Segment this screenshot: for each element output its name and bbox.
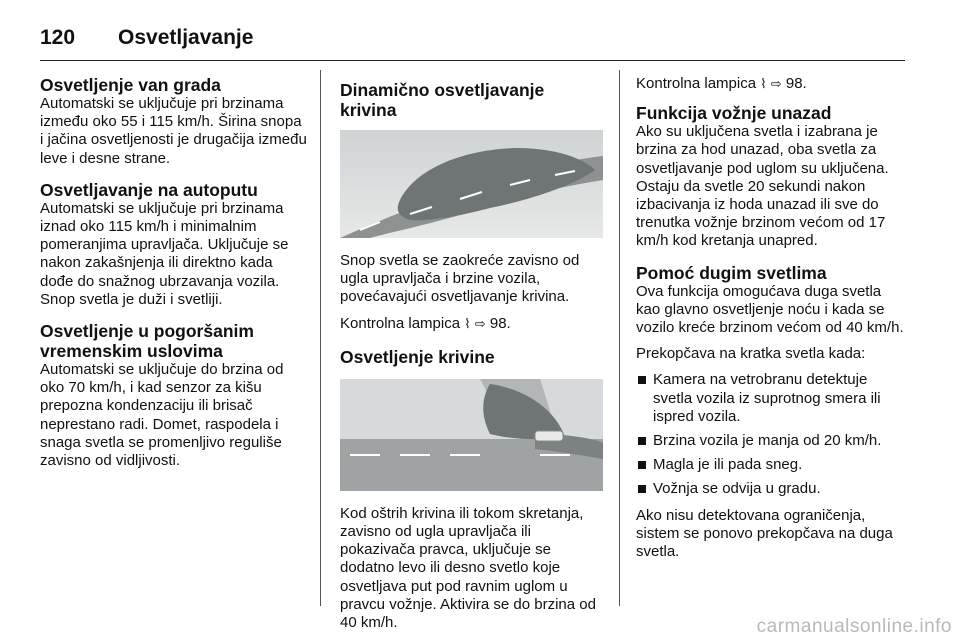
column-1: [40, 75, 308, 482]
condition-list: [636, 371, 906, 498]
section-text: Kod oštrih krivina ili tokom skretanja, zavisno od ugla upravljača ili pokazivača pravca, uključuje se dodatno levo ili desno svetlo koje osvetljava put pod ravnim uglom u pravcu vožnje. Aktivira se do brzina od 40 km/h.: [340, 504, 596, 632]
page-reference-arrow-icon: ⇨: [474, 315, 486, 331]
section-outside-city: [40, 75, 308, 168]
list-item: Brzina vozila je manja od 20 km/h.: [636, 432, 906, 450]
column-divider: [619, 70, 620, 606]
headlight-lamp-icon: ⌇: [760, 76, 767, 91]
switch-intro: Prekopčava na kratka svetla kada:: [636, 345, 866, 363]
watermark: carmanualsonline.info: [756, 616, 952, 637]
section-reverse-function: [636, 103, 906, 250]
section-title: Osvetljenje u pogoršanim vremenskim uslovima: [40, 321, 254, 362]
reference-page: 98.: [785, 75, 807, 92]
section-high-beam-assist: [636, 263, 906, 562]
cornering-light-illustration: [340, 379, 603, 491]
header-divider: [40, 60, 905, 61]
warning-lamp-reference: [636, 75, 906, 93]
column-2: [340, 80, 603, 640]
warning-lamp-reference: [340, 315, 603, 333]
list-item: Vožnja se odvija u gradu.: [636, 480, 906, 498]
bullet-square-icon: [638, 376, 646, 384]
dynamic-curve-light-illustration: [340, 130, 603, 238]
section-title: Dinamično osvetljavanje krivina: [340, 80, 545, 120]
section-text: Automatski se uključuje pri brzinama između oko 55 i 115 km/h. Širina snopa i jačina osvetljenosti je drugačija između leve i desne strane.: [40, 95, 307, 167]
bullet-square-icon: [638, 437, 646, 445]
reference-label: Kontrolna lampica: [340, 314, 461, 332]
page-reference-arrow-icon: ⇨: [770, 76, 782, 91]
list-item: Kamera na vetrobranu detektuje svetla vozila iz suprotnog smera ili ispred vozila.: [636, 371, 906, 426]
page-title: Osvetljavanje: [118, 26, 254, 49]
section-title: Osvetljenje van grada: [40, 75, 221, 95]
section-text: Ako nisu detektovana ograničenja, sistem se ponovo prekopčava na duga svetla.: [636, 506, 893, 561]
bullet-square-icon: [638, 485, 646, 493]
list-item: Magla je ili pada sneg.: [636, 456, 906, 474]
reference-label: Kontrolna lampica: [636, 75, 757, 92]
bullet-square-icon: [638, 461, 646, 469]
section-title: Funkcija vožnje unazad: [636, 103, 832, 124]
reference-page: 98.: [489, 314, 511, 332]
section-text: Automatski se uključuje pri brzinama iznad oko 115 km/h i minimalnim pomeranjima upravljača. Uključuje se nakon zakašnjenja ili direktno kada dođe do snažnog ubrzavanja vozila. Snop svetla je duži i svetliji.: [40, 199, 289, 308]
column-divider: [320, 70, 321, 606]
column-3: [636, 75, 906, 573]
section-title: Osvetljavanje na autoputu: [40, 179, 258, 200]
section-text: Ova funkcija omogućava duga svetla kao glavno osvetljenje noću i kada se vozilo kreće brzinom većom od 40 km/h.: [636, 282, 904, 337]
page-number: 120: [40, 26, 76, 49]
section-highway: [40, 180, 308, 309]
page-header: [40, 18, 905, 58]
headlight-lamp-icon: ⌇: [464, 315, 471, 331]
section-text: Snop svetla se zaokreće zavisno od ugla upravljača i brzine vozila, povećavajući osvetljavanje krivina.: [340, 252, 580, 306]
section-title: Osvetljenje krivine: [340, 346, 495, 367]
section-bad-weather: [40, 321, 308, 470]
section-title: Pomoć dugim svetlima: [636, 262, 827, 283]
section-text: Ako su uključena svetla i izabrana je brzina za hod unazad, oba svetla za osvetljavanje pod uglom su uključena. Ostaju da svetle 20 sekundi nakon izbacivanja iz hoda unazad ili sve do trenutka vožnje brzinom većom od 17 km/h kod kretanja unapred.: [636, 123, 889, 250]
section-text: Automatski se uključuje do brzina od oko 70 km/h, i kad senzor za kišu prepozna kondenzaciju ili brisač neprestano radi. Domet, raspodela i snaga svetla se promenljivo reguliše zavisno od vidljivosti.: [40, 361, 284, 470]
